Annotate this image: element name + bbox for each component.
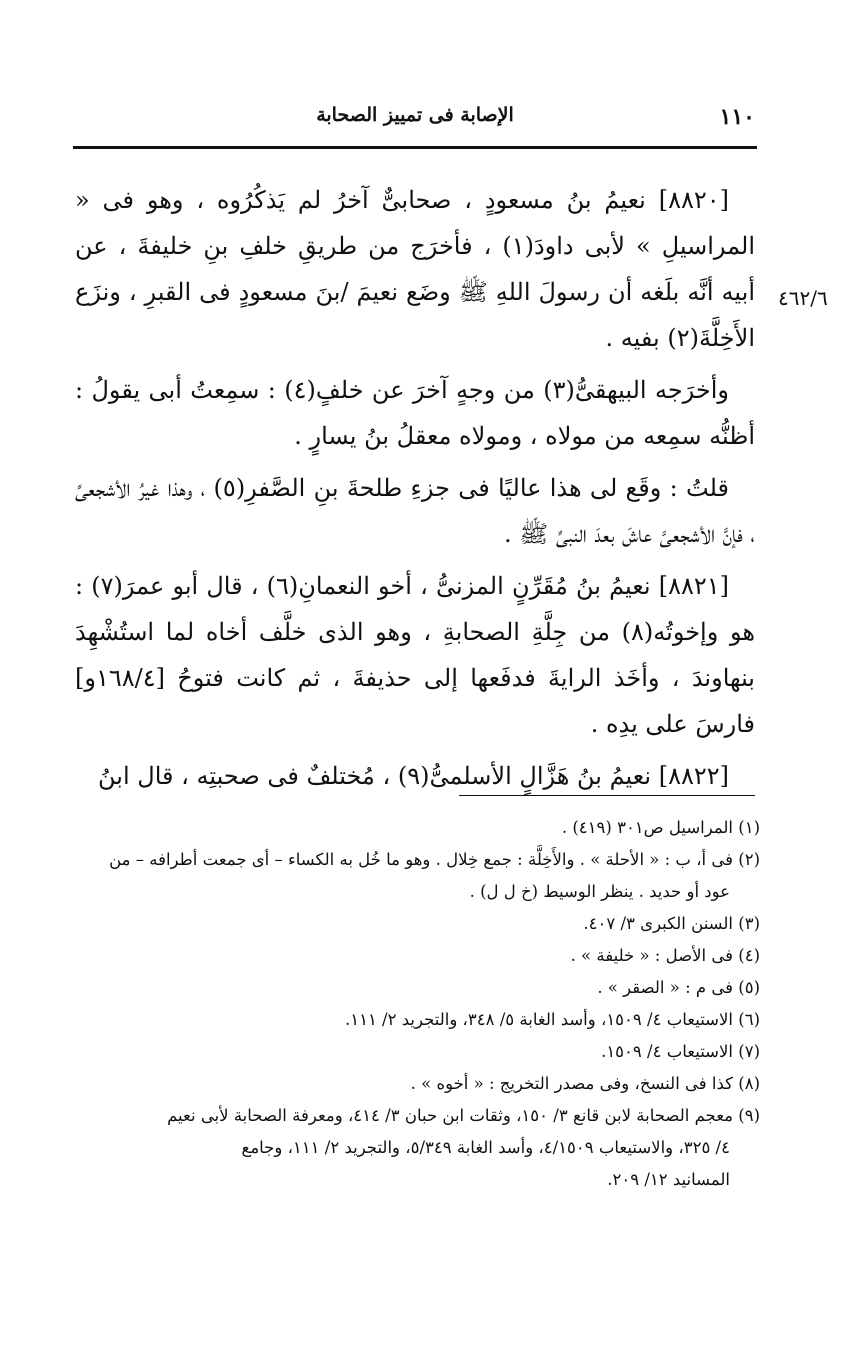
paragraph-bayhaqi: وأخرَجه البيهقىُّ(٣) من وجهٍ آخرَ عن خلفٍ(٤) : سمِعتُ أبى يقولُ : أظنُّه سمِعه من مولاه ، ومولاه معقلُ بنُ يسارٍ .	[75, 376, 755, 450]
header-rule	[73, 146, 757, 149]
footnote-8: (٨) كذا فى النسخ، وفى مصدر التخريج : « أخوه » .	[410, 1074, 760, 1093]
footnote-2-continued: عود أو حديد . ينظر الوسيط (خ ل ل) .	[469, 882, 730, 901]
footnote-6: (٦) الاستيعاب ٤/ ١٥٠٩، وأسد الغابة ٥/ ٣٤٨، والتجريد ٢/ ١١١.	[344, 1010, 760, 1029]
footnote-1: (١) المراسيل ص٣٠١ (٤١٩) .	[561, 818, 760, 837]
footnote-rule	[459, 795, 755, 796]
entry-8820: [٨٨٢٠] نعيمُ بنُ مسعودٍ ، صحابىٌّ آخرُ لم يَذكُرُوه ، وهو فى « المراسيلِ » لأبى داودَ(١) ، فأخرَج من طريقِ خلفِ بنِ خليفةَ ، عن أبيه أنَّه بلَغه أن رسولَ اللهِ ﷺ وضَع نعيمَ /بنَ مسعودٍ فى القبرِ ، ونزَع الأَخِلَّةَ(٢) بفيه .	[75, 186, 755, 352]
footnotes	[75, 812, 760, 1196]
entry-8822: [٨٨٢٢] نعيمُ بنُ هَزَّالٍ الأسلمىُّ(٩) ، مُختلفٌ فى صحبتِه ، قال ابنُ	[98, 762, 729, 790]
page-number: ١١٠	[719, 104, 755, 130]
footnote-3: (٣) السنن الكبرى ٣/ ٤٠٧.	[583, 914, 760, 933]
footnote-4: (٤) فى الأصل : « خليفة » .	[570, 946, 760, 965]
footnote-9: (٩) معجم الصحابة لابن قانع ٣/ ١٥٠، وثقات ابن حبان ٣/ ٤١٤، ومعرفة الصحابة لأبى نعيم	[167, 1106, 760, 1125]
main-text	[75, 177, 755, 799]
entry-8821: [٨٨٢١] نعيمُ بنُ مُقَرِّنٍ المزنىُّ ، أخو النعمانِ(٦) ، قال أبو عمرَ(٧) : هو وإخوتُه(٨) من جِلَّةِ الصحابةِ ، وهو الذى خلَّف أخاه لما استُشْهِدَ بنهاوندَ ، وأخَذ الرايةَ فدفَعها إلى حذيفةَ ، ثم كانت فتوحُ [١٦٨/٤و] فارسَ على يدِه .	[75, 572, 755, 738]
footnote-7: (٧) الاستيعاب ٤/ ١٥٠٩.	[601, 1042, 760, 1061]
paragraph-note: قلتُ : وقَع لى هذا عاليًا فى جزءِ طلحةَ بنِ الصَّفرِ(٥) ، وهذا غيرُ الأشجعىِّ ، فإنَّ الأشجعىَّ عاشَ بعدَ النبىِّ ﷺ .	[75, 474, 755, 548]
footnote-5: (٥) فى م : « الصقر » .	[597, 978, 760, 997]
footnote-9-continued: ٤/ ٣٢٥، والاستيعاب ٤/١٥٠٩، وأسد الغابة ٥/٣٤٩، والتجريد ٢/ ١١١، وجامع	[241, 1138, 730, 1157]
running-title: الإصابة فى تمييز الصحابة	[316, 104, 514, 126]
margin-reference: ٤٦٢/٦	[778, 286, 828, 310]
footnote-2: (٢) فى أ، ب : « الأحلة » . والأَخِلَّة : جمع خِلال . وهو ما خُل به الكساء – أى جمعت أطرافه – من	[109, 850, 760, 869]
footnote-9-continued-2: المسانيد ١٢/ ٢٠٩.	[607, 1170, 730, 1189]
page-header	[75, 100, 755, 136]
